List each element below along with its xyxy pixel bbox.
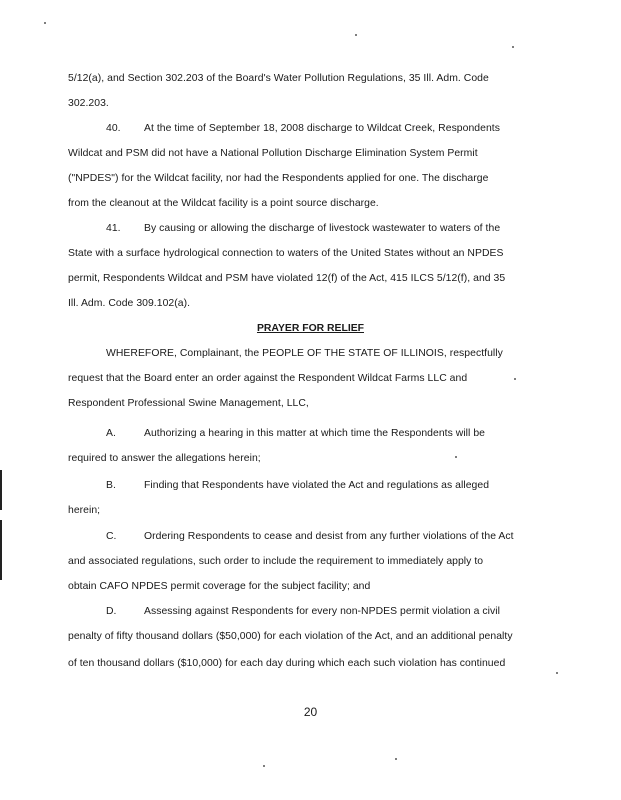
scan-speck (263, 765, 265, 767)
paragraph-41-first-line (106, 222, 500, 235)
item-c-first-line (106, 530, 514, 543)
item-marker-d: D. (106, 606, 117, 617)
text-line-15: Authorizing a hearing in this matter at which time the Respondents will be (144, 428, 485, 439)
text-line-7: By causing or allowing the discharge of livestock wastewater to waters of the (144, 223, 501, 234)
paragraph-number-40: 40. (106, 123, 121, 134)
item-b-first-line (106, 479, 489, 492)
text-line-17: Finding that Respondents have violated the Act and regulations as alleged (144, 480, 490, 491)
scan-speck (44, 22, 46, 24)
text-line-4: Wildcat and PSM did not have a National Pollution Discharge Elimination System Permit (68, 148, 478, 159)
scan-speck (395, 758, 397, 760)
text-line-9: permit, Respondents Wildcat and PSM have violated 12(f) of the Act, 415 ILCS 5/12(f), and 35 (68, 273, 506, 284)
item-d-first-line (106, 605, 500, 618)
text-line-12: WHEREFORE, Complainant, the PEOPLE OF THE STATE OF ILLINOIS, respectfully (106, 348, 503, 359)
text-line-23: penalty of fifty thousand dollars ($50,000) for each violation of the Act, and an additional penalty (68, 631, 513, 642)
scan-edge-mark (0, 520, 2, 580)
text-line-24: of ten thousand dollars ($10,000) for each day during which each such violation has continued (68, 658, 506, 669)
text-line-10: Ill. Adm. Code 309.102(a). (68, 298, 191, 309)
section-heading: PRAYER FOR RELIEF (256, 323, 364, 334)
text-line-16: required to answer the allegations herein; (68, 453, 261, 464)
item-a-first-line (106, 427, 485, 440)
text-line-6: from the cleanout at the Wildcat facility is a point source discharge. (68, 198, 379, 209)
text-line-5: ("NPDES") for the Wildcat facility, nor had the Respondents applied for one. The discharge (68, 173, 489, 184)
text-line-18: herein; (68, 505, 101, 516)
scan-speck (512, 46, 514, 48)
item-marker-c: C. (106, 531, 117, 542)
scan-edge-mark (0, 470, 2, 510)
paragraph-number-41: 41. (106, 223, 121, 234)
text-line-22: Assessing against Respondents for every non-NPDES permit violation a civil (144, 606, 500, 617)
page-number: 20 (303, 705, 318, 719)
text-line-2: 302.203. (68, 98, 109, 109)
text-line-21: obtain CAFO NPDES permit coverage for the subject facility; and (68, 581, 371, 592)
text-line-8: State with a surface hydrological connection to waters of the United States without an NPDES (68, 248, 504, 259)
text-line-14: Respondent Professional Swine Management, LLC, (68, 398, 309, 409)
text-line-20: and associated regulations, such order to include the requirement to immediately apply to (68, 556, 484, 567)
scan-speck (455, 456, 457, 458)
text-line-19: Ordering Respondents to cease and desist from any further violations of the Act (144, 531, 514, 542)
scan-speck (514, 378, 516, 380)
item-marker-b: B. (106, 480, 116, 491)
paragraph-40-first-line (106, 122, 500, 135)
scan-speck (556, 672, 558, 674)
text-line-1: 5/12(a), and Section 302.203 of the Board's Water Pollution Regulations, 35 Ill. Adm. Code (68, 73, 489, 84)
item-marker-a: A. (106, 428, 116, 439)
text-line-3: At the time of September 18, 2008 discharge to Wildcat Creek, Respondents (144, 123, 500, 134)
scan-speck (355, 34, 357, 36)
text-line-13: request that the Board enter an order against the Respondent Wildcat Farms LLC and (68, 373, 468, 384)
